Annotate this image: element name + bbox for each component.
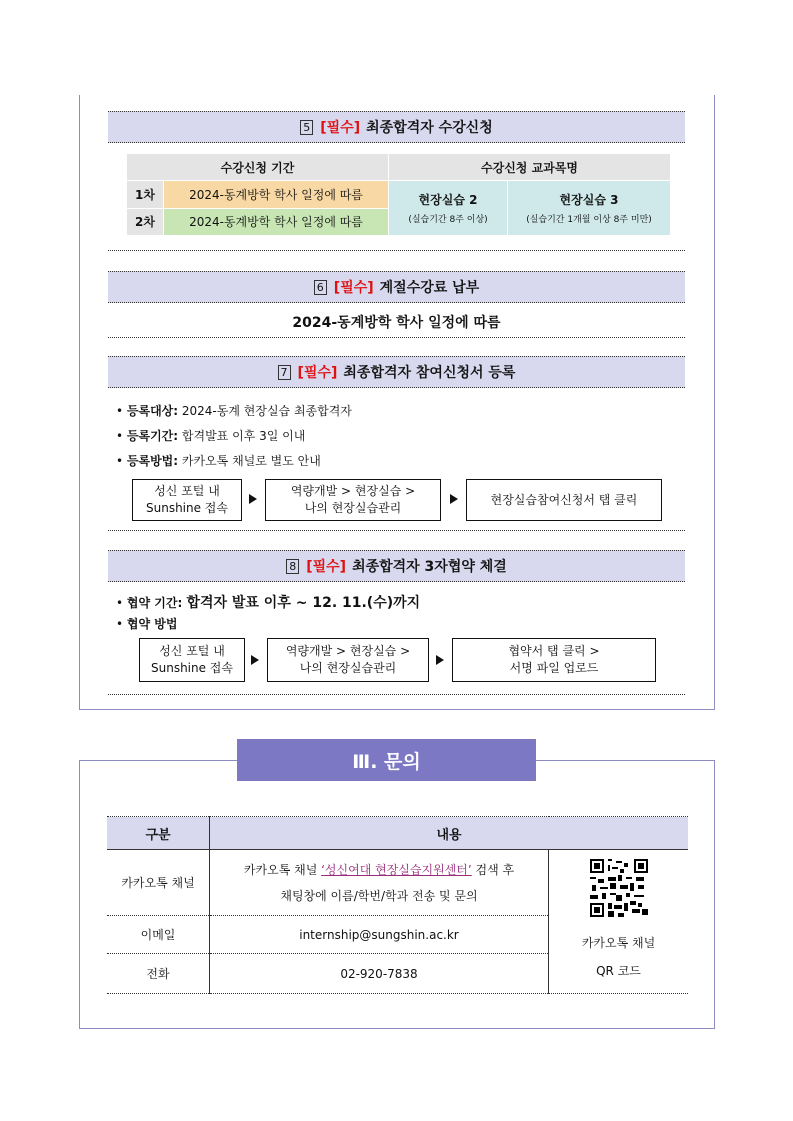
col-header-course: 수강신청 교과목명 [389, 154, 671, 181]
flow-step: 현장실습참여신청서 탭 클릭 [466, 479, 662, 521]
qr-label: 카카오톡 채널 [581, 935, 656, 950]
flow-step: 성신 포털 내 Sunshine 접속 [139, 638, 245, 682]
phone-number[interactable]: 02-920-7838 [210, 954, 549, 994]
section-title: 최종합격자 수강신청 [366, 120, 493, 136]
round-period: 2024-동계방학 학사 일정에 따름 [164, 181, 389, 209]
col-header-period: 수강신청 기간 [127, 154, 389, 181]
round-label: 2차 [127, 208, 164, 236]
divider [108, 530, 685, 531]
course-note: (실습기간 1개월 이상 8주 미만) [526, 215, 652, 225]
arrow-right-icon [450, 494, 458, 504]
course-cell [389, 181, 508, 236]
section-7-header [108, 356, 685, 388]
row-label: 전화 [107, 954, 210, 994]
email-address[interactable]: internship@sungshin.ac.kr [210, 916, 549, 954]
required-label: [필수] [333, 280, 374, 296]
section-number: 8 [286, 559, 299, 574]
course-name: 현장실습 3 [559, 193, 619, 207]
agreement-method: • 협약 방법 [116, 617, 178, 631]
divider [108, 337, 685, 338]
arrow-right-icon [251, 655, 259, 665]
divider [108, 250, 685, 251]
row-label: 이메일 [107, 916, 210, 954]
course-note: (실습기간 8주 이상) [408, 215, 488, 225]
course-name: 현장실습 2 [418, 193, 478, 207]
registration-table [126, 153, 671, 236]
col-header-content: 내용 [210, 817, 689, 850]
contact-table [107, 816, 688, 994]
payment-schedule: 2024-동계방학 학사 일정에 따름 [292, 315, 501, 331]
kakao-description: 카카오톡 채널 ‘성신여대 현장실습지원센터’ 검색 후 채팅창에 이름/학번/학과 전송 및 문의 [210, 850, 549, 916]
kakao-channel-link[interactable]: ‘성신여대 현장실습지원센터’ [321, 862, 472, 877]
col-header-category: 구분 [107, 817, 210, 850]
arrow-right-icon [436, 655, 444, 665]
section-title: 최종합격자 참여신청서 등록 [343, 365, 516, 381]
section-number: 5 [300, 120, 313, 135]
section-number: 7 [278, 365, 291, 380]
list-item: • 등록방법: 카카오톡 채널로 별도 안내 [116, 454, 321, 468]
course-cell [508, 181, 671, 236]
flow-step: 협약서 탭 클릭 > 서명 파일 업로드 [452, 638, 656, 682]
section-title: 최종합격자 3자협약 체결 [352, 559, 507, 575]
divider [108, 694, 685, 695]
list-item: • 등록대상: 2024-동계 현장실습 최종합격자 [116, 404, 352, 418]
required-label: [필수] [306, 559, 347, 575]
flow-step: 역량개발 > 현장실습 > 나의 현장실습관리 [267, 638, 429, 682]
row-label: 카카오톡 채널 [107, 850, 210, 916]
section-title: 계절수강료 납부 [379, 280, 480, 296]
qr-label: QR 코드 [596, 963, 641, 978]
section-5-header [108, 111, 685, 143]
section-6-header [108, 271, 685, 303]
flow-step: 성신 포털 내 Sunshine 접속 [132, 479, 242, 521]
required-label: [필수] [297, 365, 338, 381]
arrow-right-icon [249, 494, 257, 504]
list-item: • 등록기간: 합격발표 이후 3일 이내 [116, 429, 306, 443]
round-label: 1차 [127, 181, 164, 209]
round-period: 2024-동계방학 학사 일정에 따름 [164, 208, 389, 236]
section-8-header [108, 550, 685, 582]
required-label: [필수] [320, 120, 361, 136]
flow-step: 역량개발 > 현장실습 > 나의 현장실습관리 [265, 479, 441, 521]
qr-code-icon[interactable] [590, 859, 648, 917]
contact-section-title: Ⅲ. 문의 [237, 739, 536, 781]
qr-cell [549, 850, 689, 994]
section-number: 6 [314, 280, 327, 295]
agreement-period: • 협약 기간: 합격자 발표 이후 ~ 12. 11.(수)까지 [116, 595, 421, 611]
